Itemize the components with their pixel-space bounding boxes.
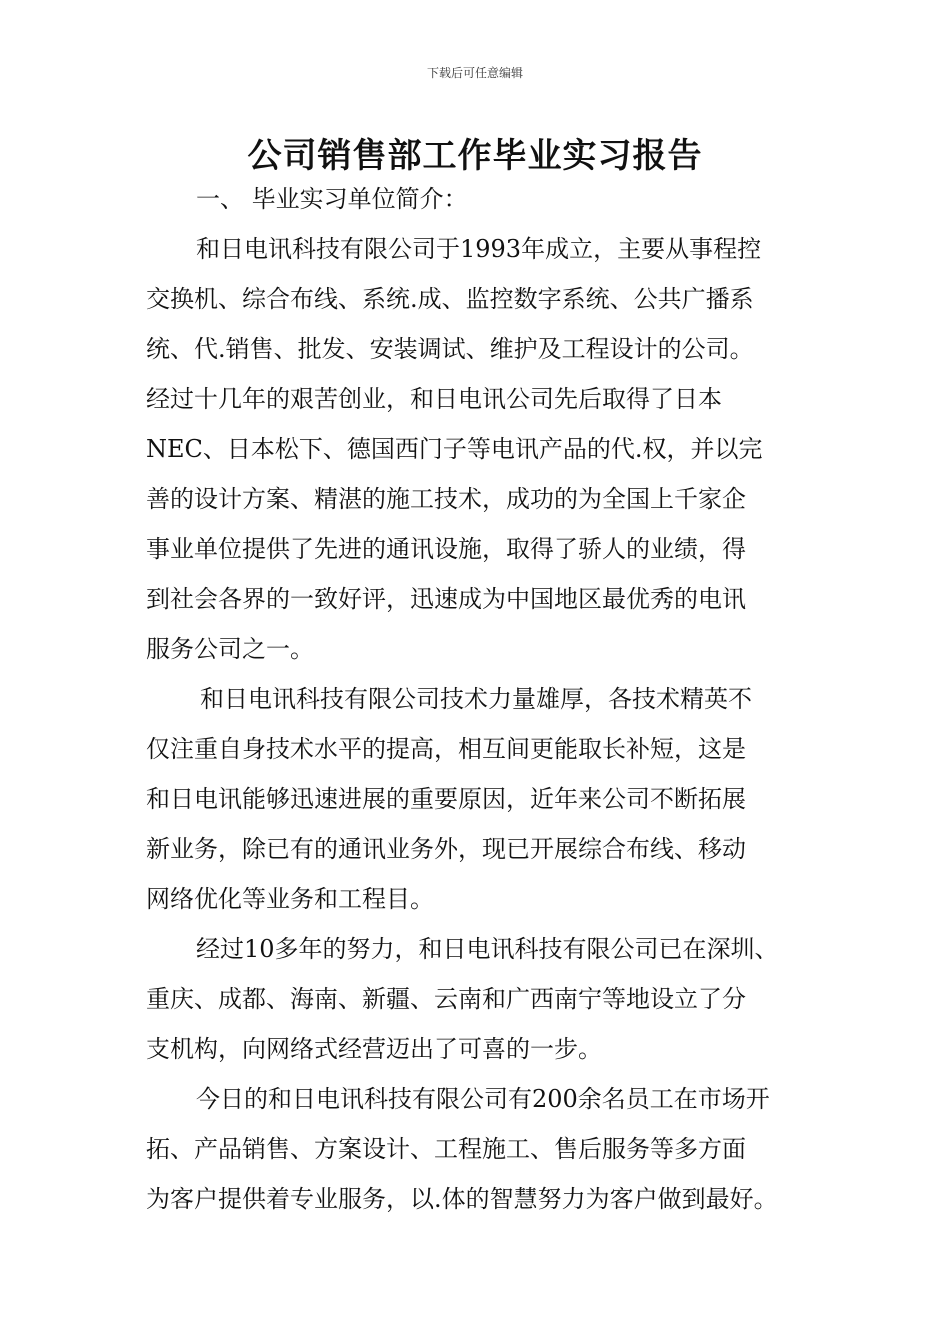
paragraph-line: 和日电讯能够迅速进展的重要原因，近年来公司不断拓展 — [146, 785, 746, 813]
paragraph-line: 经过十几年的艰苦创业，和日电讯公司先后取得了日本 — [146, 385, 722, 413]
paragraph-line: 新业务，除已有的通讯业务外，现已开展综合布线、移动 — [146, 835, 746, 863]
section-heading: 一、 毕业实习单位简介： — [196, 185, 468, 213]
paragraph-line: 网络优化等业务和工程目。 — [146, 885, 434, 913]
paragraph-line: 到社会各界的一致好评，迅速成为中国地区最优秀的电讯 — [146, 585, 746, 613]
paragraph-line: 为客户提供着专业服务，以.体的智慧努力为客户做到最好。 — [146, 1185, 778, 1213]
paragraph-line: 今日的和日电讯科技有限公司有200余名员工在市场开 — [196, 1085, 770, 1113]
paragraph-line: 事业单位提供了先进的通讯设施，取得了骄人的业绩，得 — [146, 535, 746, 563]
paragraph-line: 支机构，向网络式经营迈出了可喜的一步。 — [146, 1035, 602, 1063]
paragraph-line: 交换机、综合布线、系统.成、监控数字系统、公共广播系 — [146, 285, 754, 313]
document-title: 公司销售部工作毕业实习报告 — [247, 136, 703, 176]
paragraph-line: NEC、日本松下、德国西门子等电讯产品的代.权，并以完 — [146, 435, 763, 463]
paragraph-line: 善的设计方案、精湛的施工技术，成功的为全国上千家企 — [146, 485, 746, 513]
paragraph-line: 经过10多年的努力，和日电讯科技有限公司已在深圳、 — [196, 935, 779, 963]
paragraph-line: 重庆、成都、海南、新疆、云南和广西南宁等地设立了分 — [146, 985, 746, 1013]
paragraph-line: 服务公司之一。 — [146, 635, 314, 663]
paragraph-line: 仅注重自身技术水平的提高，相互间更能取长补短，这是 — [146, 735, 746, 763]
paragraph-line: 拓、产品销售、方案设计、工程施工、售后服务等多方面 — [146, 1135, 746, 1163]
header-note: 下载后可任意编辑 — [426, 66, 523, 80]
paragraph-line: 统、代.销售、批发、安装调试、维护及工程设计的公司。 — [146, 335, 754, 363]
paragraph-line: 和日电讯科技有限公司技术力量雄厚，各技术精英不 — [200, 685, 752, 713]
paragraph-line: 和日电讯科技有限公司于1993年成立，主要从事程控 — [196, 235, 762, 263]
